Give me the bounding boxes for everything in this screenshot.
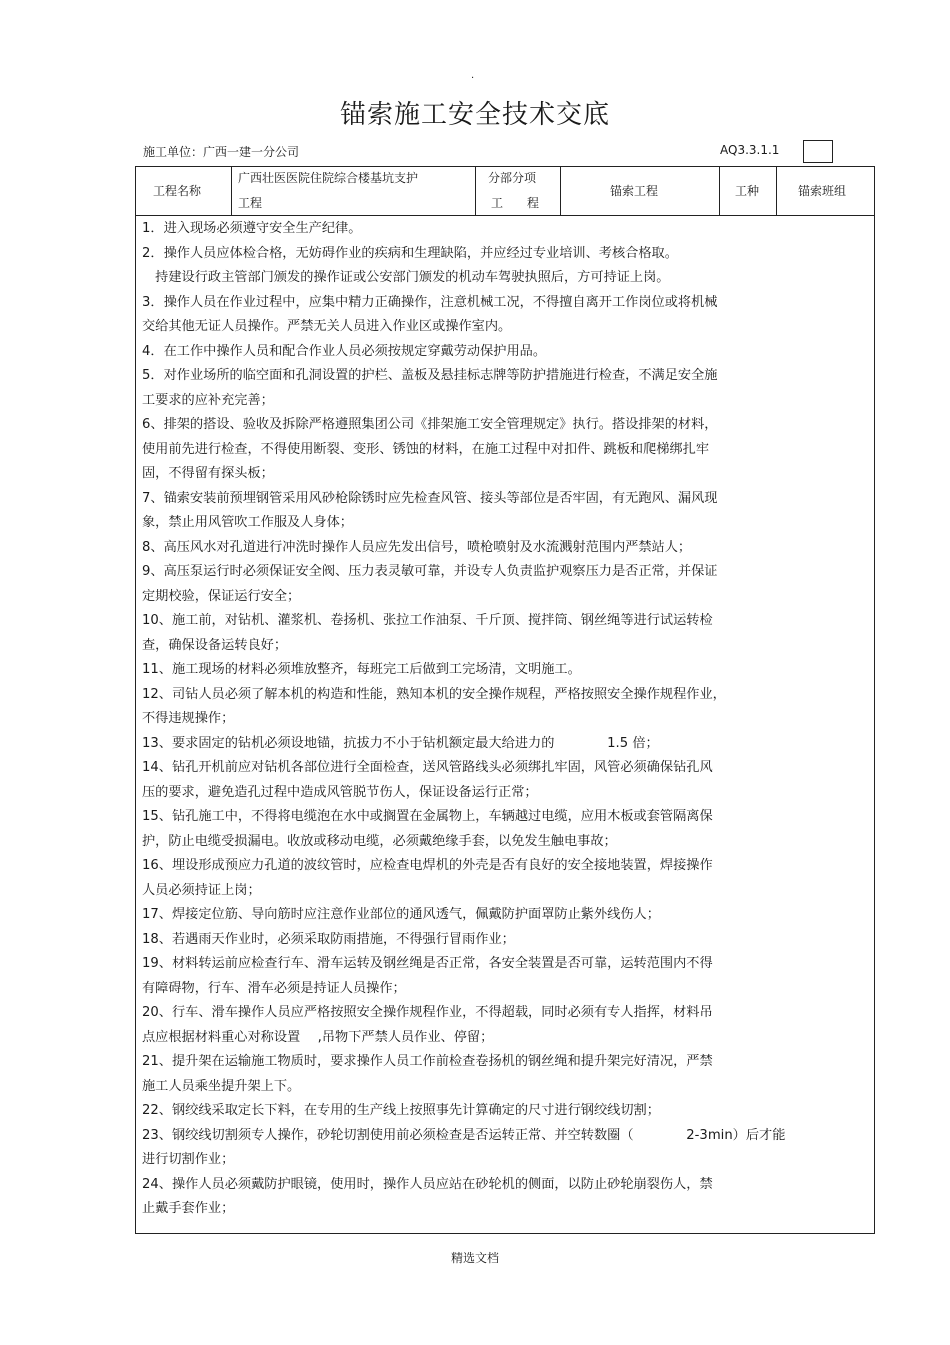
header-dot: .	[471, 70, 475, 81]
text-line: 5．对作业场所的临空面和孔洞设置的护栏、盖板及悬挂标志牌等防护措施进行检查，不满足安全施	[142, 368, 718, 383]
text-line: 3．操作人员在作业过程中，应集中精力正确操作，注意机械工况，不得擅自离开工作岗位或将机械	[142, 294, 718, 310]
text-line: 2．操作人员应体检合格，无妨碍作业的疾病和生理缺陷，并应经过专业培训、考核合格取。	[142, 245, 678, 261]
text-line: 19、材料转运前应检查行车、滑车运转及钢丝绳是否正常，各安全装置是否可靠，运转范围内不得	[142, 956, 713, 971]
document-code: AQ3.3.1.1	[720, 143, 780, 157]
text-line: 24、操作人员必须戴防护眼镜，使用时，操作人员应站在砂轮机的侧面，以防止砂轮崩裂伤人，禁	[142, 1176, 713, 1192]
text-line: 10、施工前，对钻机、灌浆机、卷扬机、张拉工作油泵、千斤顶、搅拌筒、钢丝绳等进行试运转检	[142, 613, 713, 628]
text-line: 交给其他无证人员操作。严禁无关人员进入作业区或操作室内。	[142, 319, 512, 334]
sub-item-value: 锚索工程	[610, 184, 659, 198]
text-line: 8、高压风水对孔道进行冲洗时操作人员应先发出信号，喷枪喷射及水流溅射范围内严禁站人；	[142, 539, 692, 555]
text-line: 查，确保设备运转良好；	[142, 637, 288, 653]
header-divider	[136, 215, 874, 216]
text-line: 有障碍物，行车、滑车必须是持证人员操作；	[142, 980, 406, 996]
text-line: 不得违规操作；	[142, 711, 235, 726]
safety-items	[142, 217, 872, 1222]
text-line: 18、若遇雨天作业时，必须采取防雨措施，不得强行冒雨作业；	[142, 931, 515, 947]
text-line: 施工人员乘坐提升架上下。	[142, 1078, 301, 1094]
text-line: 7、锚索安装前预埋钢管采用风砂枪除锈时应先检查风管、接头等部位是否牢固，有无跑风、漏风现	[142, 490, 718, 506]
text-line: 象，禁止用风管吹工作服及人身体；	[142, 515, 353, 530]
text-line: 固，不得留有探头板；	[142, 466, 274, 481]
disclosure-table	[135, 166, 875, 1234]
project-name-value-line2: 工程	[238, 196, 263, 210]
text-line: 持建设行政主管部门颁发的操作证或公安部门颁发的机动车驾驶执照后，方可持证上岗。	[142, 270, 670, 285]
trade-label: 工种	[735, 184, 760, 198]
sub-item-label-line1: 分部分项	[488, 171, 537, 185]
text-line: 人员必须持证上岗；	[142, 882, 261, 898]
text-line: 1．进入现场必须遵守安全生产纪律。	[142, 221, 362, 236]
divider	[776, 167, 777, 215]
trade-value: 锚索班组	[798, 184, 847, 198]
text-line: 12、司钻人员必须了解本机的构造和性能，熟知本机的安全操作规程，严格按照安全操作规程作业，	[142, 686, 726, 702]
text-line: 使用前先进行检查，不得使用断裂、变形、锈蚀的材料，在施工过程中对扣件、跳板和爬梯绑扎牢	[142, 441, 710, 457]
text-line: 止戴手套作业；	[142, 1201, 235, 1216]
text-line: 9、高压泵运行时必须保证安全阀、压力表灵敏可靠，并设专人负责监护观察压力是否正常，并保证	[142, 564, 718, 579]
footer-text: 精选文档	[450, 1251, 499, 1265]
text-line: 17、焊接定位筋、导向筋时应注意作业部位的通风透气，佩戴防护面罩防止紫外线伤人；	[142, 907, 660, 922]
sub-item-label-line2: 工 程	[491, 196, 540, 210]
text-line: 21、提升架在运输施工物质时，要求操作人员工作前检查卷扬机的钢丝绳和提升架完好清况，严禁	[142, 1054, 713, 1069]
text-line: 13、要求固定的钻机必须设地锚，抗拔力不小于钻机额定最大给进力的 1.5 倍；	[142, 735, 659, 751]
text-line: 点应根据材料重心对称设置 ,吊物下严禁人员作业、停留；	[142, 1029, 494, 1045]
text-line: 6、排架的搭设、验收及拆除严格遵照集团公司《排架施工安全管理规定》执行。搭设排架的材料，	[142, 417, 718, 432]
text-line: 20、行车、滑车操作人员应严格按照安全操作规程作业，不得超载，同时必须有专人指挥，材料吊	[142, 1005, 713, 1020]
text-line: 护，防止电缆受损漏电。收放或移动电缆，必须戴绝缘手套，以免发生触电事故；	[142, 833, 617, 849]
text-line: 14、钻孔开机前应对钻机各部位进行全面检查，送风管路线头必须绑扎牢固，风管必须确保钻孔风	[142, 760, 713, 775]
divider	[475, 167, 476, 215]
text-line: 定期校验，保证运行安全；	[142, 588, 301, 604]
text-line: 4．在工作中操作人员和配合作业人员必须按规定穿戴劳动保护用品。	[142, 343, 547, 359]
text-line: 15、钻孔施工中，不得将电缆泡在水中或搁置在金属物上，车辆越过电缆，应用木板或套管隔离保	[142, 809, 713, 824]
text-line: 16、埋设形成预应力孔道的波纹管时，应检查电焊机的外壳是否有良好的安全接地装置，焊接操作	[142, 858, 713, 873]
code-box	[803, 140, 833, 163]
construction-unit: 施工单位：广西一建一分公司	[143, 145, 300, 159]
text-line: 11、施工现场的材料必须堆放整齐，每班完工后做到工完场清，文明施工。	[142, 662, 581, 677]
project-name-value-line1: 广西壮医医院住院综合楼基坑支护	[238, 171, 419, 185]
text-line: 压的要求，避免造孔过程中造成风管脱节伤人，保证设备运行正常；	[142, 784, 538, 800]
text-line: 23、钢绞线切割须专人操作，砂轮切割使用前必须检查是否运转正常、并空转数圈（ 2-3min）后才能	[142, 1127, 786, 1143]
text-line: 进行切割作业；	[142, 1152, 235, 1167]
divider	[560, 167, 561, 215]
divider	[231, 167, 232, 215]
text-line: 22、钢绞线采取定长下料，在专用的生产线上按照事先计算确定的尺寸进行钢绞线切割；	[142, 1103, 660, 1118]
document-title: 锚索施工安全技术交底	[339, 100, 610, 130]
text-line: 工要求的应补充完善；	[142, 392, 274, 408]
project-name-label: 工程名称	[153, 184, 202, 198]
divider	[719, 167, 720, 215]
